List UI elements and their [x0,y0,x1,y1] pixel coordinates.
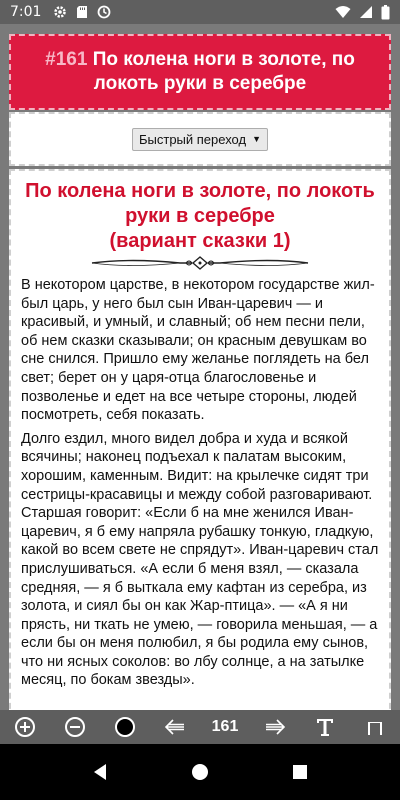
font-button[interactable] [307,710,343,744]
zoom-out-icon [64,716,86,738]
next-button[interactable] [257,710,293,744]
previous-icon [164,718,186,736]
home-icon [190,762,210,782]
story-paragraph: В некотором царстве, в некотором государстве жил-был царь, у него был сын Иван-царевич — и красивый, и умный, и славный; об нем песни пели, об нем сказки сказывали; он красным девушкам во сне снился. Пришло ему желанье поглядеть на бел свет; берет он у царя-отца благословенье и позволенье и едет на все четыре стороны, людей посмотреть, себя показать. [21,277,375,424]
battery-icon [381,5,390,20]
bookmark-icon [366,717,384,737]
back-button[interactable] [80,752,120,792]
recents-button[interactable] [280,752,320,792]
reader-toolbar [0,710,400,744]
ornament-divider-icon [90,256,310,270]
header-title-text: По колена ноги в золоте, по локоть руки в серебре [92,49,355,94]
quick-nav-label: Быстрый переход [138,131,247,147]
story-subtitle: (вариант сказки 1) [109,230,291,252]
system-nav-bar [0,744,400,800]
zoom-in-button[interactable] [7,710,43,744]
sd-card-icon [76,5,88,19]
bookmark-button[interactable] [357,710,393,744]
quick-nav-panel [9,112,391,166]
night-mode-button[interactable] [107,710,143,744]
night-mode-icon [114,716,136,738]
home-button[interactable] [180,752,220,792]
settings-icon [53,5,67,19]
story-number: #161 [45,49,88,70]
next-icon [264,718,286,736]
signal-icon [359,5,373,19]
story-panel[interactable] [9,169,391,710]
header-panel [9,34,391,110]
status-bar [0,0,400,24]
dropdown-arrow-icon: ▼ [252,134,262,144]
sync-icon [97,5,111,19]
story-title [21,179,379,254]
back-icon [92,763,108,781]
reader-page[interactable] [0,24,400,710]
zoom-out-button[interactable] [57,710,93,744]
page-number[interactable] [207,710,243,744]
status-time: 7:01 [10,4,42,20]
quick-nav-select[interactable] [132,128,268,151]
font-icon [315,717,335,737]
page-number-label: 161 [211,718,239,735]
previous-button[interactable] [157,710,193,744]
zoom-in-icon [14,716,36,738]
story-paragraph: Долго ездил, много видел добра и худа и всякой всячины; наконец подъехал к палатам высоким, хорошим, каменным. Видит: на крылечке сидят три сестрицы-красавицы и между собой разговаривают. Старшая говорит: «Если б на мне женился Иван-царевич, я б ему напряла рубашку тонкую, гладкую, какой во всем свете не спрядут». Иван-царевич стал прислушиваться. «А если б меня взял, — сказала средняя, — я б выткала ему кафтан из серебра, из золота, и сиял бы он как Жар-птица». — «А я ни прясть, ни ткать не умею, — говорила меньшая, — а если бы он меня полюбил, я бы родила ему сынов, что ни ясных соколов: во лбу солнце, а на затылке месяц, по бокам звезды». [21,430,379,689]
page-title [17,48,383,96]
recents-icon [291,763,309,781]
wifi-icon [335,5,351,19]
story-title-text: По колена ноги в золоте, по локоть руки в серебре [25,180,375,227]
